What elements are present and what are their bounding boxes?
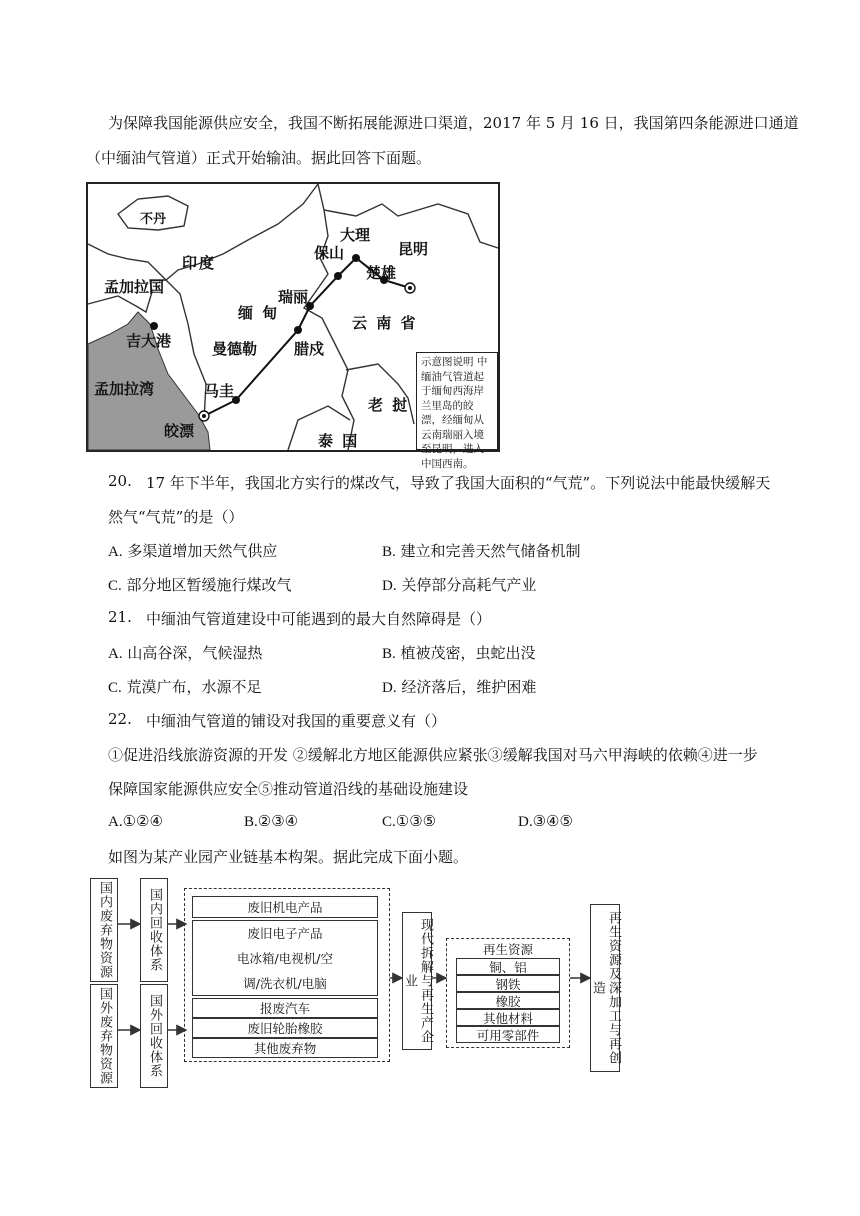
industry-chain-diagram xyxy=(86,868,626,1090)
label-bangladesh: 孟加拉国 xyxy=(104,278,165,296)
city-dot-dali xyxy=(352,254,360,262)
q20-option-d[interactable]: D. 关停部分高耗气产业 xyxy=(382,576,537,594)
label-dali: 大理 xyxy=(340,226,371,244)
q21-stem-line-1: 中缅油气管道建设中可能遇到的最大自然障碍是（） xyxy=(146,610,492,628)
resource-item: 钢铁 xyxy=(456,975,560,992)
label-bhutan: 不丹 xyxy=(140,212,167,227)
q20-number: 20. xyxy=(108,472,132,490)
city-dot-sittwe xyxy=(150,322,158,330)
q22-option-d[interactable]: D.③④⑤ xyxy=(518,812,573,830)
q21-option-b[interactable]: B. 植被茂密，虫蛇出没 xyxy=(382,644,536,662)
label-bay: 孟加拉湾 xyxy=(94,380,155,398)
label-baoshan: 保山 xyxy=(314,244,345,262)
q20-stem-line-1: 17 年下半年，我国北方实行的煤改气，导致了我国大面积的“气荒”。下列说法中能最快缓解天 xyxy=(146,474,771,492)
label-laos: 老 挝 xyxy=(368,396,410,414)
label-myanmar: 缅 甸 xyxy=(238,304,280,322)
q21-option-d[interactable]: D. 经济落后，维护困难 xyxy=(382,678,537,696)
waste-tires: 废旧轮胎橡胶 xyxy=(192,1018,378,1038)
q21-option-c[interactable]: C. 荒漠广布，水源不足 xyxy=(108,678,262,696)
waste-electronic: 废旧电子产品 电冰箱/电视机/空 调/洗衣机/电脑 xyxy=(192,920,378,996)
pipeline-map xyxy=(86,182,500,470)
q20-option-c[interactable]: C. 部分地区暂缓施行煤改气 xyxy=(108,576,292,594)
label-thailand: 泰 国 xyxy=(318,432,360,450)
label-ruili: 瑞丽 xyxy=(278,288,309,306)
foreign-waste-source: 国外废弃物资源 xyxy=(90,984,118,1088)
q20-stem-line-2: 然气“气荒”的是（） xyxy=(108,508,244,526)
intro-2: 如图为某产业园产业链基本构架。据此完成下面小题。 xyxy=(108,848,469,866)
label-magway: 马圭 xyxy=(204,382,235,400)
final-product: 再生资源及深加工与再创造 xyxy=(590,904,620,1072)
domestic-recycling-system: 国内回收体系 xyxy=(140,878,168,982)
city-dot-baoshan xyxy=(334,272,342,280)
q20-option-b[interactable]: B. 建立和完善天然气储备机制 xyxy=(382,542,581,560)
resource-item: 铜、铝 xyxy=(456,958,560,975)
q22-stem-line-2: ①促进沿线旅游资源的开发 ②缓解北方地区能源供应紧张③缓解我国对马六甲海峡的依赖④进一步 xyxy=(108,746,758,764)
waste-other: 其他废弃物 xyxy=(192,1038,378,1058)
intro-line-2: （中缅油气管道）正式开始输油。据此回答下面题。 xyxy=(86,149,432,167)
label-india: 印度 xyxy=(182,254,217,272)
q20-option-a[interactable]: A. 多渠道增加天然气供应 xyxy=(108,542,278,560)
q21-option-a[interactable]: A. 山高谷深，气候湿热 xyxy=(108,644,263,662)
waste-scrap-cars: 报废汽车 xyxy=(192,998,378,1018)
waste-electromech: 废旧机电产品 xyxy=(192,896,378,918)
intro-line-1: 为保障我国能源供应安全，我国不断拓展能源进口渠道，2017 年 5 月 16 日，我国第四条能源进口通道 xyxy=(108,114,799,132)
q22-option-c[interactable]: C.①③⑤ xyxy=(382,812,437,830)
q22-option-b[interactable]: B.②③④ xyxy=(244,812,299,830)
domestic-waste-source: 国内废弃物资源 xyxy=(90,878,118,982)
label-chuxiong: 楚雄 xyxy=(366,264,397,282)
foreign-recycling-system: 国外回收体系 xyxy=(140,984,168,1088)
q22-stem-line-1: 中缅油气管道的铺设对我国的重要意义有（） xyxy=(146,712,447,730)
label-yunnan: 云 南 省 xyxy=(352,314,418,332)
label-kyaukpyu: 皎漂 xyxy=(164,422,195,440)
q22-stem-line-3: 保障国家能源供应安全⑤推动管道沿线的基础设施建设 xyxy=(108,780,469,798)
label-mandalay: 曼德勒 xyxy=(212,340,258,358)
map-legend: 示意图说明 中缅油气管道起于缅甸西海岸兰里岛的皎漂，经缅甸从云南瑞丽入境至昆明，进入中国西南。 xyxy=(416,352,498,450)
label-kunming: 昆明 xyxy=(398,240,429,258)
q22-number: 22. xyxy=(108,710,132,728)
label-sittwe: 吉大港 xyxy=(126,332,172,350)
q22-option-a[interactable]: A.①②④ xyxy=(108,812,163,830)
city-dot-lashio xyxy=(294,326,302,334)
recycling-enterprise: 现代拆解与再生产企业 xyxy=(402,912,432,1050)
label-lashio: 腊戍 xyxy=(294,340,325,358)
q21-number: 21. xyxy=(108,608,132,626)
resources-title: 再生资源 xyxy=(482,942,533,957)
resource-item: 其他材料 xyxy=(456,1009,560,1026)
resource-item: 橡胶 xyxy=(456,992,560,1009)
resource-item: 可用零部件 xyxy=(456,1026,560,1043)
